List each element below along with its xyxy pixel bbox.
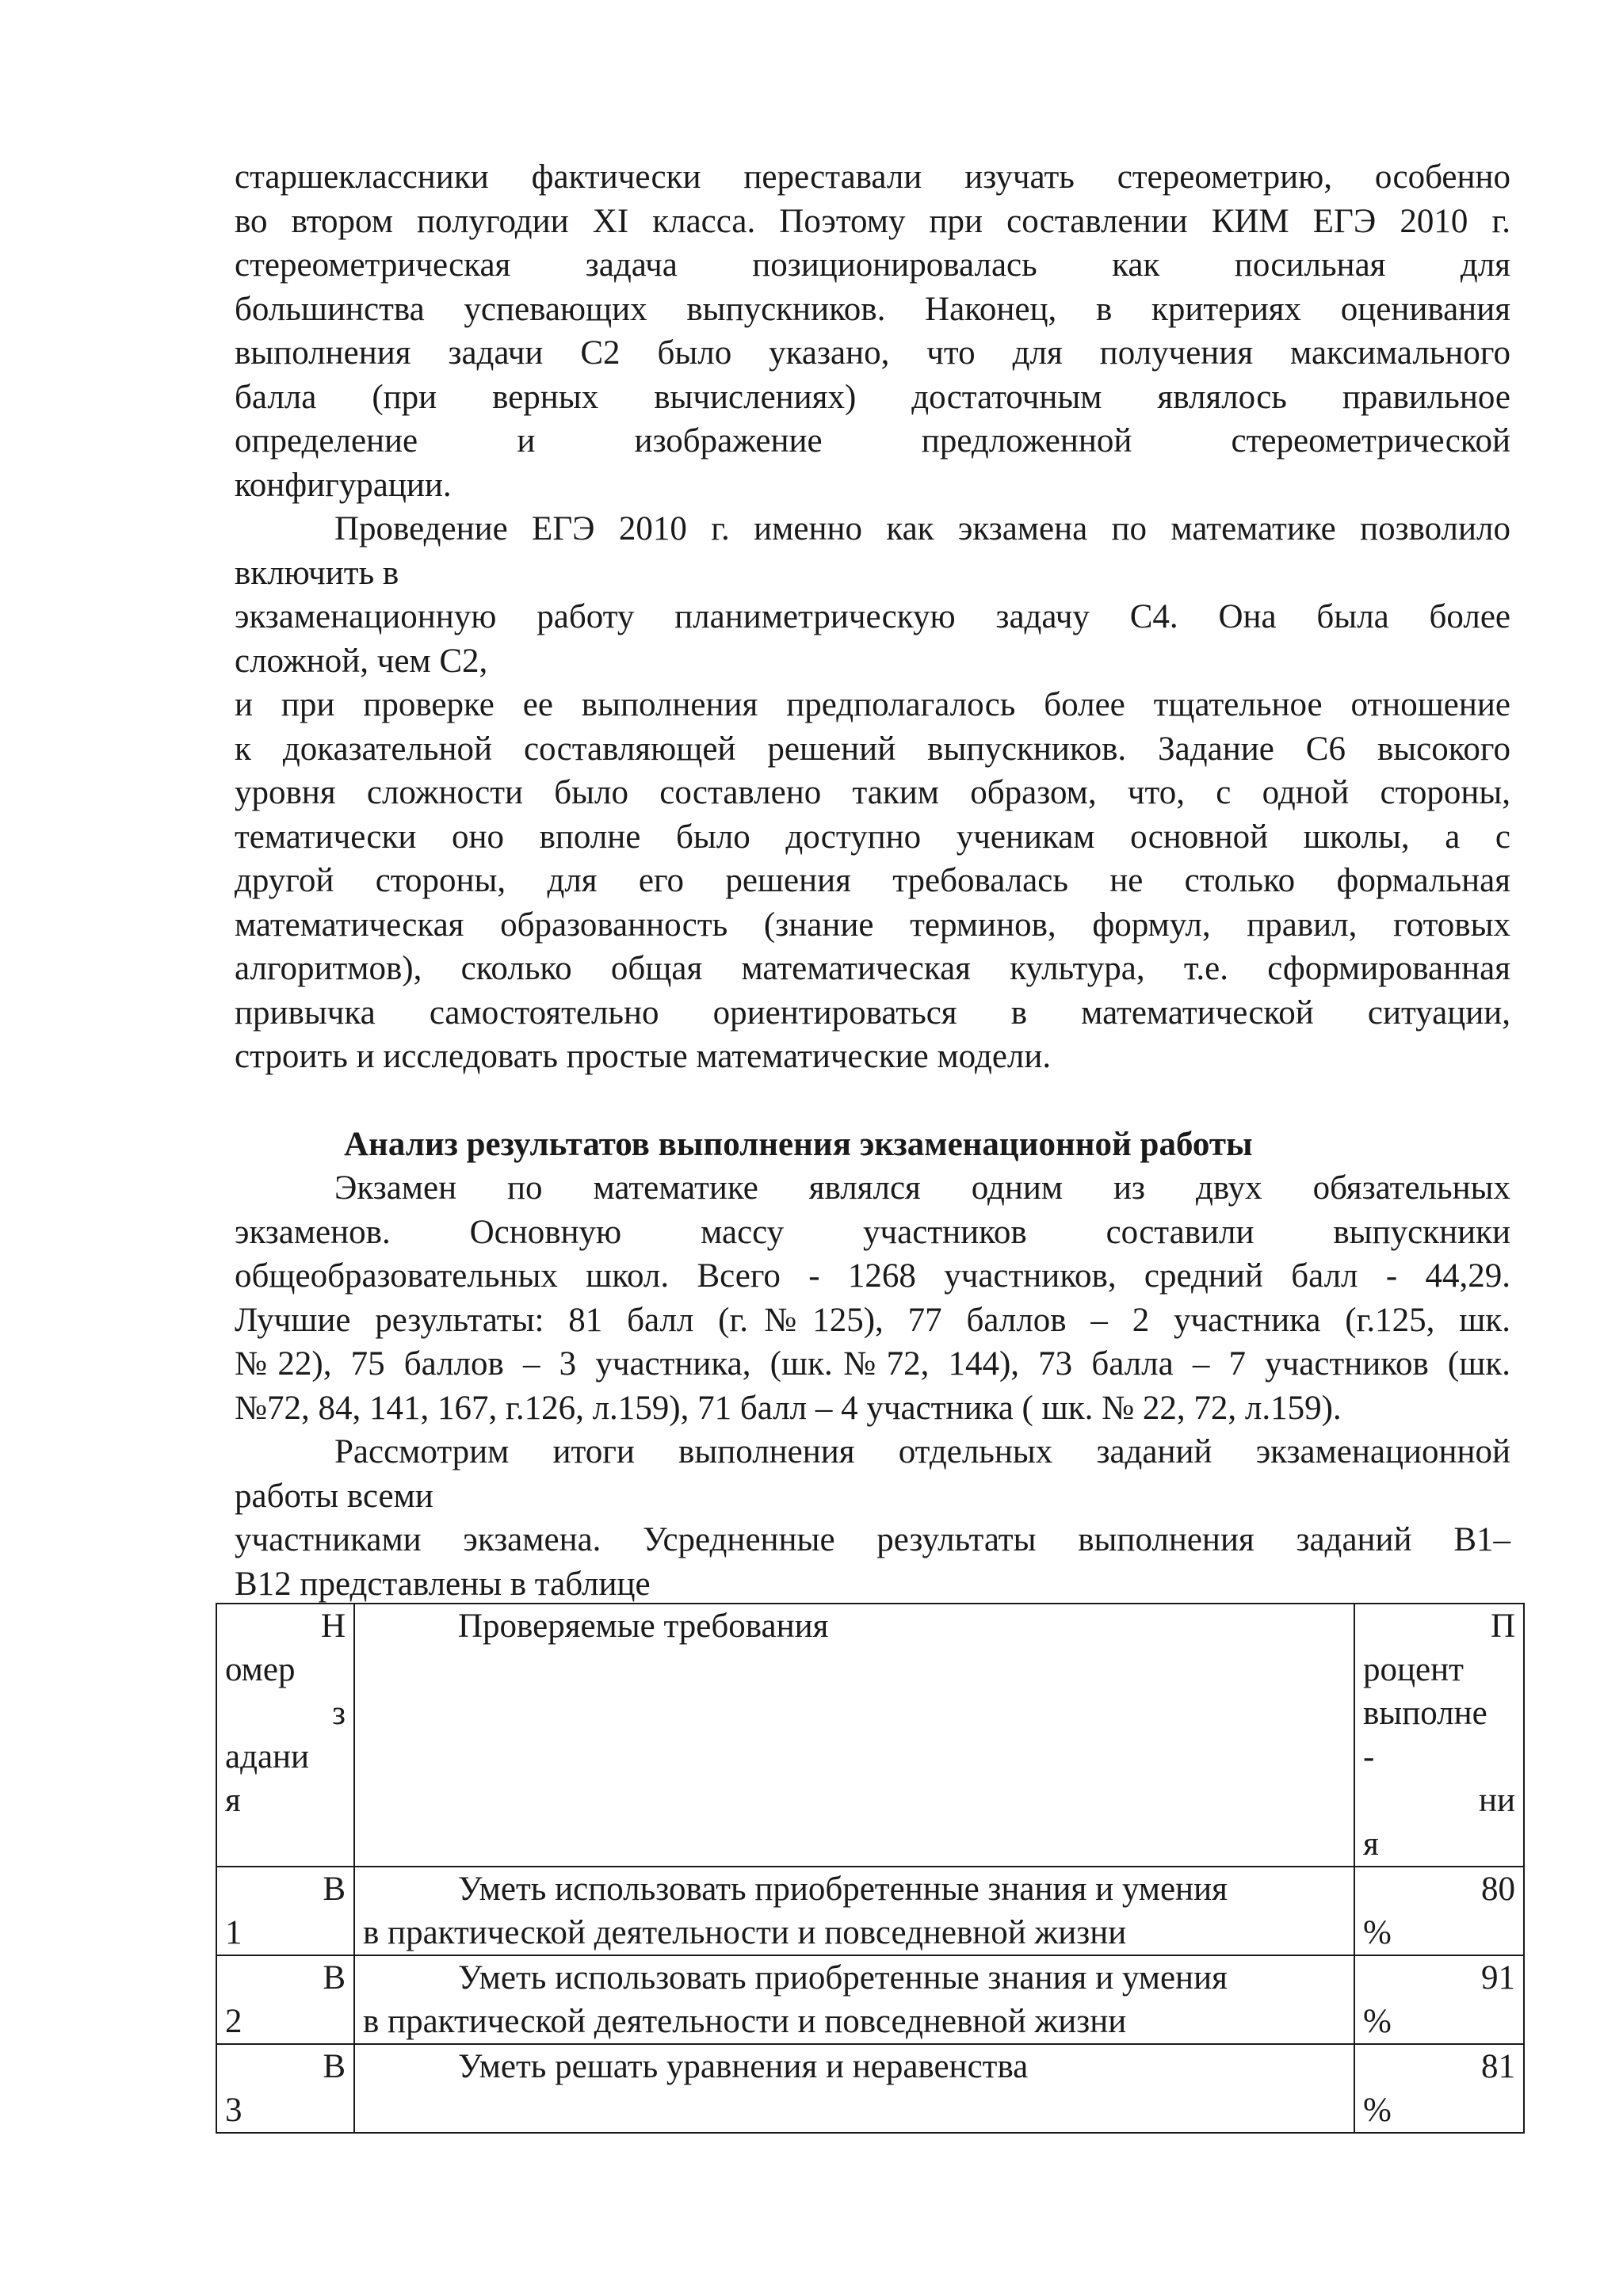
percent-cell bbox=[1354, 1867, 1524, 1955]
header-text: з bbox=[332, 1695, 346, 1732]
text-line: к доказательной составляющей решений выпускников. Задание С6 высокого bbox=[235, 730, 1510, 768]
text-line: большинства успевающих выпускников. Наконец, в критериях оценивания bbox=[235, 290, 1510, 328]
paragraph-1 bbox=[235, 155, 1510, 507]
text-line: участниками экзамена. Усредненные результаты выполнения заданий В1– bbox=[235, 1521, 1510, 1558]
requirement-text: в практической деятельности и повседневной жизни bbox=[363, 1914, 1127, 1951]
requirement-text: в практической деятельности и повседневной жизни bbox=[363, 2003, 1127, 2040]
header-text: выполне bbox=[1363, 1695, 1487, 1732]
text-line: экзаменов. Основную массу участников составили выпускники bbox=[235, 1213, 1510, 1251]
task-number-cell bbox=[216, 2044, 354, 2133]
table-row bbox=[216, 1867, 1524, 1955]
text-line: стереометрическая задача позиционировалась как посильная для bbox=[235, 246, 1510, 284]
requirement-text: Уметь использовать приобретенные знания и умения bbox=[458, 1959, 1228, 1997]
percent-value: 81 bbox=[1481, 2048, 1515, 2085]
header-text: - bbox=[1363, 1738, 1375, 1775]
text-line: работы всеми bbox=[235, 1477, 433, 1515]
header-requirements bbox=[354, 1604, 1354, 1867]
text-line: и при проверке ее выполнения предполагалось более тщательное отношение bbox=[235, 686, 1510, 723]
section-heading: Анализ результатов выполнения экзаменационной работы bbox=[344, 1125, 1253, 1163]
text-line: другой стороны, для его решения требовалась не столько формальная bbox=[235, 862, 1510, 899]
text-line: тематически оно вполне было доступно ученикам основной школы, а с bbox=[235, 818, 1510, 856]
task-digit: 1 bbox=[225, 1914, 242, 1951]
text-line: Проведение ЕГЭ 2010 г. именно как экзамена по математике позволило bbox=[334, 510, 1510, 547]
table-header-row bbox=[216, 1604, 1524, 1867]
percent-cell bbox=[1354, 1955, 1524, 2044]
text-line: Рассмотрим итоги выполнения отдельных заданий экзаменационной bbox=[334, 1433, 1510, 1470]
requirements-table bbox=[216, 1603, 1525, 2134]
text-line: Экзамен по математике являлся одним из двух обязательных bbox=[334, 1169, 1510, 1207]
paragraph-2 bbox=[235, 507, 1510, 1079]
text-line: балла (при верных вычислениях) достаточным являлось правильное bbox=[235, 378, 1510, 416]
percent-cell bbox=[1354, 2044, 1524, 2133]
document-page bbox=[235, 155, 1510, 1606]
text-line: строить и исследовать простые математические модели. bbox=[235, 1038, 1052, 1075]
text-line: привычка самостоятельно ориентироваться в математической ситуации, bbox=[235, 994, 1510, 1032]
requirement-cell bbox=[354, 1867, 1354, 1955]
text-line: старшеклассники фактически переставали изучать стереометрию, особенно bbox=[235, 158, 1510, 196]
task-number-cell bbox=[216, 1867, 354, 1955]
text-line: №22), 75 баллов – 3 участника, (шк.№72, 144), 73 балла – 7 участников (шк. bbox=[235, 1345, 1510, 1383]
task-digit: 2 bbox=[225, 2003, 242, 2040]
task-letter: В bbox=[323, 2048, 346, 2085]
header-text: ни bbox=[1478, 1782, 1515, 1819]
text-line: экзаменационную работу планиметрическую задачу С4. Она была более bbox=[235, 598, 1510, 635]
header-text: я bbox=[225, 1782, 241, 1819]
text-line: №72, 84, 141, 167, г.126, л.159), 71 балл – 4 участника ( шк. № 22, 72, л.159). bbox=[235, 1389, 1342, 1427]
requirement-text: Уметь использовать приобретенные знания и умения bbox=[458, 1871, 1228, 1908]
header-text: Н bbox=[320, 1608, 346, 1645]
table-row bbox=[216, 1955, 1524, 2044]
task-letter: В bbox=[323, 1959, 346, 1997]
task-number-cell bbox=[216, 1955, 354, 2044]
task-letter: В bbox=[323, 1871, 346, 1908]
table-row bbox=[216, 2044, 1524, 2133]
text-line: сложной, чем С2, bbox=[235, 642, 488, 680]
header-text: Проверяемые требования bbox=[458, 1608, 829, 1645]
header-task-number bbox=[216, 1604, 354, 1867]
text-line: алгоритмов), сколько общая математическая культура, т.е. сформированная bbox=[235, 950, 1510, 987]
percent-sign: % bbox=[1363, 2003, 1392, 2040]
paragraph-4 bbox=[235, 1430, 1510, 1606]
text-line: выполнения задачи С2 было указано, что для получения максимального bbox=[235, 334, 1510, 372]
text-line: математическая образованность (знание терминов, формул, правил, готовых bbox=[235, 906, 1510, 944]
text-line: включить в bbox=[235, 554, 399, 592]
requirement-cell bbox=[354, 1955, 1354, 2044]
header-text: П bbox=[1490, 1608, 1515, 1645]
text-line: определение и изображение предложенной стереометрической bbox=[235, 422, 1510, 460]
requirement-text: Уметь решать уравнения и неравенства bbox=[458, 2048, 1029, 2085]
task-digit: 3 bbox=[225, 2092, 242, 2129]
header-text: адани bbox=[225, 1738, 310, 1775]
text-line: во втором полугодии XI класса. Поэтому при составлении КИМ ЕГЭ 2010 г. bbox=[235, 202, 1510, 240]
header-text: я bbox=[1363, 1825, 1379, 1863]
text-line: общеобразовательных школ. Всего - 1268 участников, средний балл - 44,29. bbox=[235, 1257, 1510, 1295]
percent-sign: % bbox=[1363, 1914, 1392, 1951]
percent-sign: % bbox=[1363, 2092, 1392, 2129]
paragraph-3 bbox=[235, 1166, 1510, 1430]
text-line: Лучшие результаты: 81 балл (г.№125), 77 баллов – 2 участника (г.125, шк. bbox=[235, 1301, 1510, 1339]
percent-value: 80 bbox=[1481, 1871, 1515, 1908]
text-line: конфигурации. bbox=[235, 466, 452, 504]
header-text: омер bbox=[225, 1651, 296, 1688]
requirement-cell bbox=[354, 2044, 1354, 2133]
header-percent bbox=[1354, 1604, 1524, 1867]
text-line: уровня сложности было составлено таким образом, что, с одной стороны, bbox=[235, 774, 1510, 811]
percent-value: 91 bbox=[1481, 1959, 1515, 1997]
header-text: роцент bbox=[1363, 1651, 1464, 1688]
text-line: В12 представлены в таблице bbox=[235, 1565, 651, 1603]
